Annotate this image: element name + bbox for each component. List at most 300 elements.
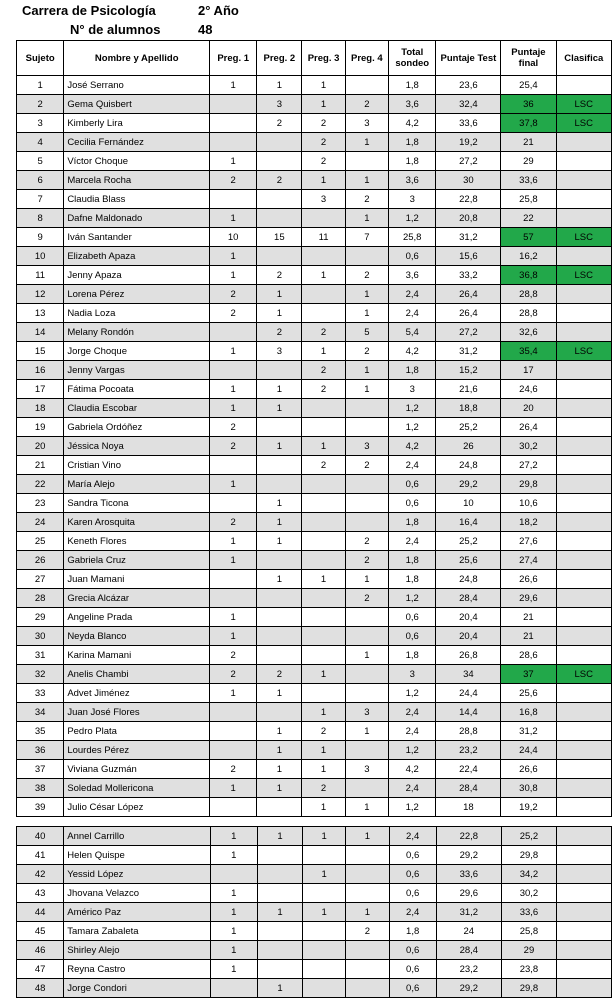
cell-preg2 xyxy=(257,846,302,865)
cell-preg4: 3 xyxy=(345,437,388,456)
cell-sujeto: 6 xyxy=(17,171,64,190)
cell-clasifica xyxy=(557,865,612,884)
cell-preg2: 2 xyxy=(257,323,302,342)
cell-test: 14,4 xyxy=(436,703,501,722)
cell-nombre: Advet Jiménez xyxy=(64,684,210,703)
cell-sujeto: 16 xyxy=(17,361,64,380)
cell-sujeto: 24 xyxy=(17,513,64,532)
cell-nombre: Claudia Blass xyxy=(64,190,210,209)
cell-preg1: 2 xyxy=(210,513,257,532)
cell-preg1: 2 xyxy=(210,437,257,456)
cell-preg3: 3 xyxy=(302,190,345,209)
cell-preg2: 1 xyxy=(257,827,302,846)
cell-total: 1,2 xyxy=(388,399,436,418)
cell-total: 0,6 xyxy=(388,475,436,494)
table-row xyxy=(17,941,612,960)
cell-final: 33,6 xyxy=(501,171,556,190)
cell-preg4 xyxy=(346,979,389,998)
table-row xyxy=(17,456,612,475)
cell-preg1 xyxy=(210,865,257,884)
cell-sujeto: 37 xyxy=(17,760,64,779)
cell-preg1: 2 xyxy=(210,646,257,665)
table-row xyxy=(17,703,612,722)
cell-clasifica xyxy=(556,532,611,551)
cell-preg4 xyxy=(346,865,389,884)
cell-total: 1,2 xyxy=(388,209,436,228)
cell-preg1: 1 xyxy=(210,941,257,960)
cell-preg3 xyxy=(303,922,346,941)
cell-preg2: 1 xyxy=(257,760,302,779)
cell-preg4 xyxy=(345,76,388,95)
cell-preg1: 1 xyxy=(210,608,257,627)
cell-preg1: 10 xyxy=(210,228,257,247)
cell-total: 3,6 xyxy=(388,171,436,190)
cell-preg1: 1 xyxy=(210,551,257,570)
table-row xyxy=(17,266,612,285)
table-row xyxy=(17,190,612,209)
cell-clasifica xyxy=(556,171,611,190)
students-label: N° de alumnos xyxy=(70,22,161,37)
cell-final: 34,2 xyxy=(501,865,556,884)
cell-preg1 xyxy=(210,979,257,998)
cell-clasifica xyxy=(556,76,611,95)
cell-nombre: Shirley Alejo xyxy=(64,941,211,960)
cell-test: 33,6 xyxy=(436,114,501,133)
col-preg1: Preg. 1 xyxy=(210,41,257,76)
cell-final: 29 xyxy=(501,941,556,960)
cell-preg4 xyxy=(345,152,388,171)
cell-nombre: Lourdes Pérez xyxy=(64,741,210,760)
cell-preg3: 1 xyxy=(302,95,345,114)
cell-test: 22,4 xyxy=(436,760,501,779)
cell-test: 18,8 xyxy=(436,399,501,418)
cell-clasifica xyxy=(557,922,612,941)
cell-final: 21 xyxy=(501,133,556,152)
cell-total: 1,8 xyxy=(388,361,436,380)
cell-preg4: 3 xyxy=(345,114,388,133)
cell-preg3 xyxy=(302,399,345,418)
cell-clasifica xyxy=(556,627,611,646)
cell-preg3: 2 xyxy=(302,722,345,741)
cell-test: 20,4 xyxy=(436,627,501,646)
cell-total: 2,4 xyxy=(388,779,436,798)
cell-test: 34 xyxy=(436,665,501,684)
cell-total: 1,8 xyxy=(389,922,436,941)
cell-total: 0,6 xyxy=(389,865,436,884)
cell-final: 29 xyxy=(501,152,556,171)
cell-preg2 xyxy=(257,361,302,380)
cell-nombre: Gabriela Ordóñez xyxy=(64,418,210,437)
cell-preg2: 1 xyxy=(257,399,302,418)
cell-nombre: Viviana Guzmán xyxy=(64,760,210,779)
cell-preg2 xyxy=(257,190,302,209)
cell-preg4: 2 xyxy=(345,266,388,285)
cell-sujeto: 36 xyxy=(17,741,64,760)
cell-preg2: 2 xyxy=(257,266,302,285)
cell-clasifica xyxy=(557,941,612,960)
cell-sujeto: 48 xyxy=(17,979,64,998)
cell-clasifica xyxy=(556,551,611,570)
table-row xyxy=(17,903,612,922)
cell-preg2 xyxy=(257,960,302,979)
cell-preg2 xyxy=(257,589,302,608)
cell-test: 15,2 xyxy=(436,361,501,380)
cell-preg3: 2 xyxy=(302,361,345,380)
cell-total: 3 xyxy=(388,665,436,684)
cell-preg1 xyxy=(210,361,257,380)
cell-preg3 xyxy=(302,532,345,551)
cell-preg2: 1 xyxy=(257,304,302,323)
cell-preg4: 1 xyxy=(345,209,388,228)
cell-preg3: 1 xyxy=(302,266,345,285)
cell-nombre: Annel Carrillo xyxy=(64,827,211,846)
cell-preg2: 2 xyxy=(257,665,302,684)
cell-test: 23,2 xyxy=(436,741,501,760)
table-row xyxy=(17,532,612,551)
cell-preg2: 1 xyxy=(257,903,302,922)
cell-nombre: Nadia Loza xyxy=(64,304,210,323)
cell-total: 0,6 xyxy=(388,494,436,513)
cell-nombre: Grecia Alcázar xyxy=(64,589,210,608)
cell-sujeto: 5 xyxy=(17,152,64,171)
cell-test: 31,2 xyxy=(436,342,501,361)
cell-final: 23,8 xyxy=(501,960,556,979)
cell-test: 22,8 xyxy=(436,827,501,846)
cell-clasifica xyxy=(556,475,611,494)
cell-total: 1,8 xyxy=(388,76,436,95)
table-row xyxy=(17,646,612,665)
table-row xyxy=(17,760,612,779)
cell-preg4 xyxy=(345,494,388,513)
cell-nombre: Gabriela Cruz xyxy=(64,551,210,570)
cell-final: 16,8 xyxy=(501,703,556,722)
cell-sujeto: 13 xyxy=(17,304,64,323)
cell-preg1: 1 xyxy=(210,266,257,285)
cell-sujeto: 44 xyxy=(17,903,64,922)
cell-sujeto: 33 xyxy=(17,684,64,703)
cell-nombre: Marcela Rocha xyxy=(64,171,210,190)
table-row xyxy=(17,922,612,941)
cell-preg2: 1 xyxy=(257,532,302,551)
cell-sujeto: 15 xyxy=(17,342,64,361)
cell-preg2 xyxy=(257,703,302,722)
cell-sujeto: 35 xyxy=(17,722,64,741)
cell-preg3: 1 xyxy=(302,798,345,817)
cell-preg3: 1 xyxy=(302,342,345,361)
cell-final: 21 xyxy=(501,608,556,627)
cell-clasifica xyxy=(556,304,611,323)
cell-sujeto: 47 xyxy=(17,960,64,979)
cell-preg4: 1 xyxy=(345,171,388,190)
cell-clasifica: LSC xyxy=(556,665,611,684)
cell-sujeto: 23 xyxy=(17,494,64,513)
cell-clasifica xyxy=(556,741,611,760)
cell-test: 31,2 xyxy=(436,228,501,247)
cell-final: 26,6 xyxy=(501,570,556,589)
cell-sujeto: 32 xyxy=(17,665,64,684)
cell-nombre: Claudia Escobar xyxy=(64,399,210,418)
cell-sujeto: 31 xyxy=(17,646,64,665)
table-row xyxy=(17,589,612,608)
cell-preg4: 1 xyxy=(345,380,388,399)
cell-preg4: 1 xyxy=(346,903,389,922)
cell-nombre: Dafne Maldonado xyxy=(64,209,210,228)
cell-preg4 xyxy=(346,941,389,960)
cell-sujeto: 18 xyxy=(17,399,64,418)
cell-preg4 xyxy=(345,779,388,798)
cell-preg1 xyxy=(210,798,257,817)
cell-total: 1,2 xyxy=(388,684,436,703)
cell-final: 35,4 xyxy=(501,342,556,361)
cell-preg3 xyxy=(302,304,345,323)
cell-preg1: 2 xyxy=(210,285,257,304)
cell-preg3: 1 xyxy=(302,171,345,190)
cell-preg1: 1 xyxy=(210,76,257,95)
col-preg4: Preg. 4 xyxy=(345,41,388,76)
cell-preg4: 1 xyxy=(345,722,388,741)
cell-test: 25,2 xyxy=(436,418,501,437)
cell-clasifica xyxy=(556,380,611,399)
cell-preg4 xyxy=(345,665,388,684)
cell-preg2 xyxy=(257,798,302,817)
cell-nombre: Jenny Apaza xyxy=(64,266,210,285)
cell-preg2 xyxy=(257,551,302,570)
table-row xyxy=(17,865,612,884)
cell-clasifica: LSC xyxy=(556,228,611,247)
cell-nombre: Jenny Vargas xyxy=(64,361,210,380)
cell-clasifica xyxy=(556,152,611,171)
cell-nombre: Angeline Prada xyxy=(64,608,210,627)
col-nombre: Nombre y Apellido xyxy=(64,41,210,76)
table-row xyxy=(17,722,612,741)
cell-nombre: Cecilia Fernández xyxy=(64,133,210,152)
cell-sujeto: 17 xyxy=(17,380,64,399)
cell-nombre: Fátima Pocoata xyxy=(64,380,210,399)
cell-preg3: 1 xyxy=(303,827,346,846)
cell-sujeto: 9 xyxy=(17,228,64,247)
cell-preg3: 2 xyxy=(302,133,345,152)
cell-preg3: 2 xyxy=(302,456,345,475)
cell-preg2 xyxy=(257,133,302,152)
table-row xyxy=(17,361,612,380)
cell-final: 24,6 xyxy=(501,380,556,399)
cell-clasifica xyxy=(557,884,612,903)
cell-preg3 xyxy=(302,608,345,627)
cell-preg4 xyxy=(345,608,388,627)
cell-total: 1,8 xyxy=(388,646,436,665)
cell-final: 21 xyxy=(501,627,556,646)
cell-preg4 xyxy=(345,399,388,418)
cell-final: 27,2 xyxy=(501,456,556,475)
cell-sujeto: 1 xyxy=(17,76,64,95)
cell-nombre: José Serrano xyxy=(64,76,210,95)
cell-total: 4,2 xyxy=(388,342,436,361)
cell-total: 1,2 xyxy=(388,741,436,760)
cell-preg3: 1 xyxy=(303,903,346,922)
cell-preg3: 1 xyxy=(303,865,346,884)
cell-preg4: 2 xyxy=(346,922,389,941)
cell-clasifica xyxy=(556,190,611,209)
cell-preg1: 1 xyxy=(210,903,257,922)
cell-preg3: 1 xyxy=(302,703,345,722)
cell-preg2 xyxy=(257,247,302,266)
col-final: Puntaje final xyxy=(501,41,556,76)
cell-sujeto: 14 xyxy=(17,323,64,342)
cell-preg3 xyxy=(302,494,345,513)
cell-nombre: Iván Santander xyxy=(64,228,210,247)
cell-preg4 xyxy=(345,627,388,646)
cell-preg2: 1 xyxy=(257,684,302,703)
table-row xyxy=(17,418,612,437)
cell-preg2: 1 xyxy=(257,285,302,304)
cell-clasifica xyxy=(556,608,611,627)
cell-sujeto: 22 xyxy=(17,475,64,494)
cell-nombre: Víctor Choque xyxy=(64,152,210,171)
cell-nombre: Karen Arosquita xyxy=(64,513,210,532)
cell-total: 1,2 xyxy=(388,589,436,608)
cell-clasifica xyxy=(556,570,611,589)
cell-clasifica: LSC xyxy=(556,342,611,361)
cell-final: 57 xyxy=(501,228,556,247)
cell-final: 27,6 xyxy=(501,532,556,551)
cell-final: 29,8 xyxy=(501,475,556,494)
cell-preg1: 1 xyxy=(210,779,257,798)
cell-preg3: 2 xyxy=(302,114,345,133)
cell-preg4: 2 xyxy=(345,551,388,570)
cell-preg1 xyxy=(210,722,257,741)
cell-preg2 xyxy=(257,608,302,627)
cell-preg1: 2 xyxy=(210,665,257,684)
cell-preg3 xyxy=(302,418,345,437)
cell-nombre: Gema Quisbert xyxy=(64,95,210,114)
cell-final: 29,6 xyxy=(501,589,556,608)
table-row xyxy=(17,627,612,646)
cell-sujeto: 39 xyxy=(17,798,64,817)
cell-final: 28,8 xyxy=(501,304,556,323)
cell-sujeto: 21 xyxy=(17,456,64,475)
cell-total: 2,4 xyxy=(388,703,436,722)
cell-preg2 xyxy=(257,865,302,884)
cell-preg2: 15 xyxy=(257,228,302,247)
cell-preg1: 1 xyxy=(210,627,257,646)
cell-total: 2,4 xyxy=(389,827,436,846)
cell-preg1: 1 xyxy=(210,532,257,551)
cell-preg1: 2 xyxy=(210,171,257,190)
cell-nombre: Kimberly Lira xyxy=(64,114,210,133)
cell-total: 3 xyxy=(388,190,436,209)
cell-preg4 xyxy=(346,960,389,979)
table-row xyxy=(17,884,612,903)
cell-total: 0,6 xyxy=(389,941,436,960)
cell-total: 1,8 xyxy=(388,133,436,152)
cell-preg3: 2 xyxy=(302,779,345,798)
cell-preg2: 1 xyxy=(257,513,302,532)
results-table-continued xyxy=(16,826,612,998)
cell-preg3 xyxy=(303,960,346,979)
cell-clasifica xyxy=(556,684,611,703)
cell-total: 1,2 xyxy=(388,798,436,817)
cell-total: 0,6 xyxy=(388,608,436,627)
cell-clasifica xyxy=(556,494,611,513)
cell-preg4 xyxy=(346,884,389,903)
cell-preg3: 1 xyxy=(302,760,345,779)
cell-preg3 xyxy=(303,941,346,960)
cell-preg1: 1 xyxy=(210,247,257,266)
table-row xyxy=(17,827,612,846)
cell-clasifica xyxy=(556,456,611,475)
cell-clasifica xyxy=(557,979,612,998)
cell-preg4 xyxy=(345,418,388,437)
cell-preg2: 2 xyxy=(257,171,302,190)
cell-preg4: 1 xyxy=(345,646,388,665)
cell-clasifica xyxy=(556,418,611,437)
cell-sujeto: 11 xyxy=(17,266,64,285)
cell-test: 19,2 xyxy=(436,133,501,152)
cell-sujeto: 42 xyxy=(17,865,64,884)
year-label: 2° Año xyxy=(198,3,239,18)
cell-preg1: 1 xyxy=(210,399,257,418)
cell-total: 2,4 xyxy=(388,456,436,475)
cell-test: 25,2 xyxy=(436,532,501,551)
cell-sujeto: 3 xyxy=(17,114,64,133)
cell-preg2: 1 xyxy=(257,979,302,998)
table-row xyxy=(17,665,612,684)
cell-test: 28,4 xyxy=(436,589,501,608)
cell-clasifica xyxy=(556,209,611,228)
cell-final: 37 xyxy=(501,665,556,684)
cell-final: 20 xyxy=(501,399,556,418)
cell-preg4: 2 xyxy=(345,95,388,114)
cell-preg1 xyxy=(210,456,257,475)
cell-preg4: 2 xyxy=(345,190,388,209)
table-row xyxy=(17,171,612,190)
cell-preg4: 1 xyxy=(346,827,389,846)
cell-clasifica xyxy=(557,960,612,979)
cell-preg2 xyxy=(257,209,302,228)
cell-total: 0,6 xyxy=(389,960,436,979)
cell-preg3: 1 xyxy=(302,665,345,684)
table-row xyxy=(17,209,612,228)
cell-sujeto: 29 xyxy=(17,608,64,627)
cell-test: 23,2 xyxy=(436,960,501,979)
cell-total: 0,6 xyxy=(389,884,436,903)
cell-nombre: Cristian Vino xyxy=(64,456,210,475)
cell-test: 18 xyxy=(436,798,501,817)
cell-nombre: María Alejo xyxy=(64,475,210,494)
cell-final: 29,8 xyxy=(501,979,556,998)
table-row xyxy=(17,133,612,152)
cell-final: 18,2 xyxy=(501,513,556,532)
cell-preg4: 5 xyxy=(345,323,388,342)
cell-preg2: 1 xyxy=(257,570,302,589)
table-row xyxy=(17,95,612,114)
cell-total: 2,4 xyxy=(388,532,436,551)
cell-preg2: 3 xyxy=(257,95,302,114)
cell-preg2: 2 xyxy=(257,114,302,133)
cell-final: 25,4 xyxy=(501,76,556,95)
cell-preg1 xyxy=(210,570,257,589)
cell-nombre: Pedro Plata xyxy=(64,722,210,741)
cell-nombre: Reyna Castro xyxy=(64,960,211,979)
cell-preg4: 7 xyxy=(345,228,388,247)
cell-final: 36,8 xyxy=(501,266,556,285)
cell-preg3 xyxy=(302,475,345,494)
cell-nombre: Juan Mamani xyxy=(64,570,210,589)
cell-preg2: 1 xyxy=(257,779,302,798)
cell-final: 28,6 xyxy=(501,646,556,665)
cell-preg4: 2 xyxy=(345,589,388,608)
cell-nombre: Neyda Blanco xyxy=(64,627,210,646)
